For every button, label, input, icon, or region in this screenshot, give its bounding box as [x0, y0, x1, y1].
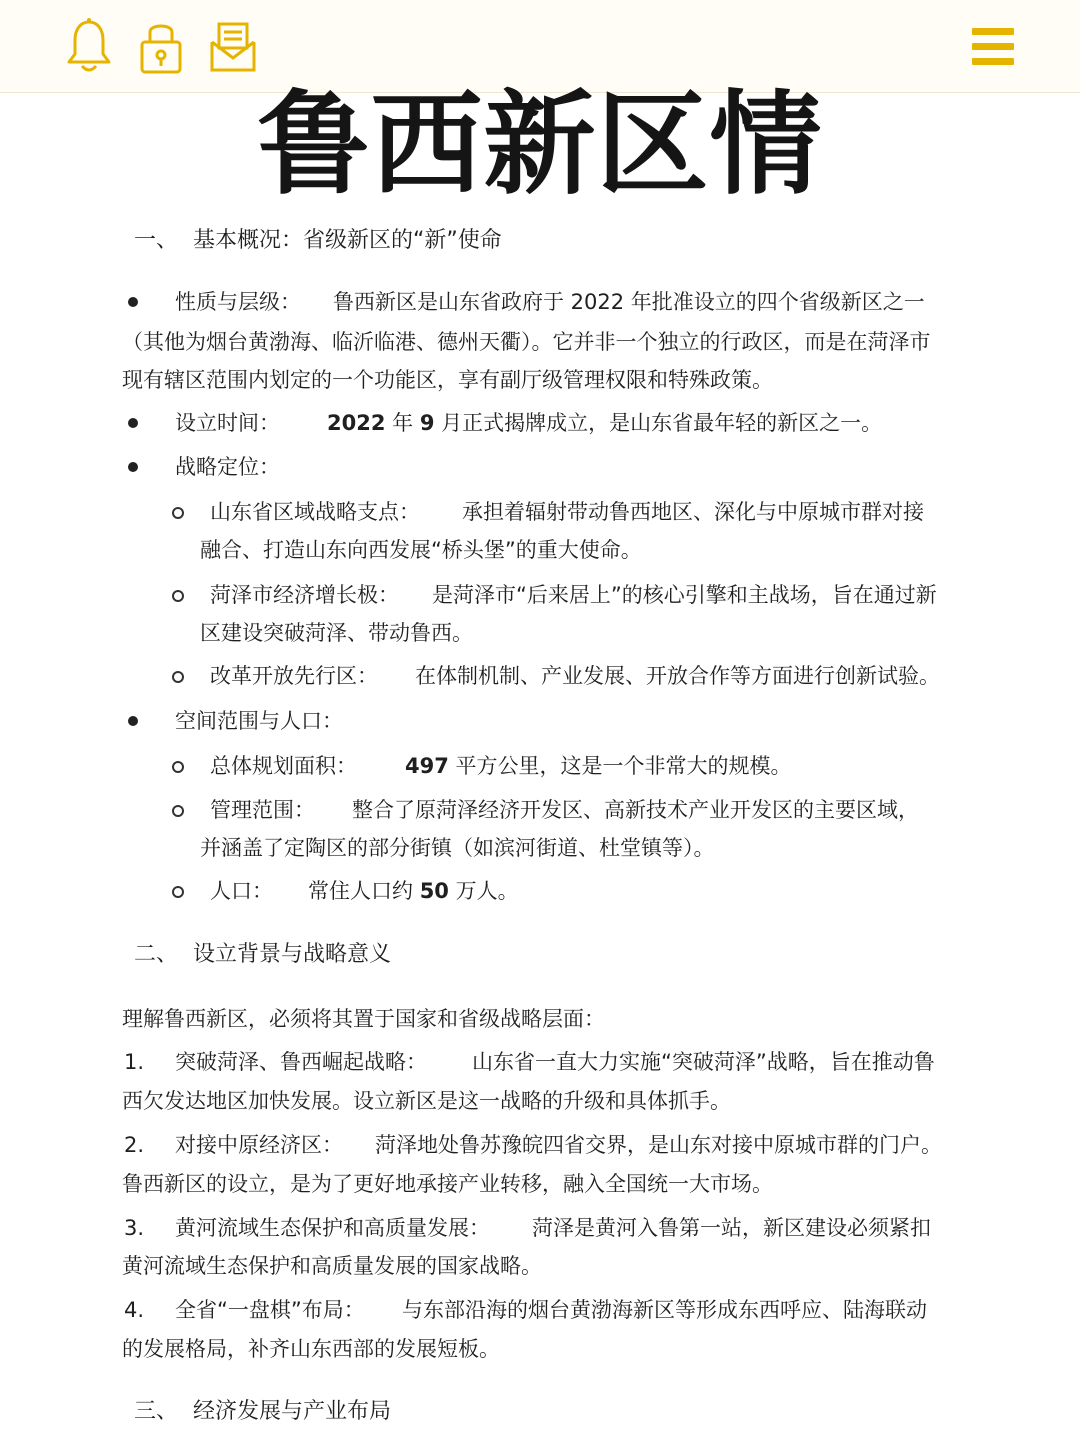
strategy-a-label: 山东省区域战略支点：: [210, 500, 420, 524]
section-1-number: 一、: [134, 228, 179, 253]
list-number: 2.: [124, 1133, 145, 1157]
section-3-heading: 经济发展与产业布局: [193, 1399, 392, 1424]
bullet-icon: [128, 297, 138, 307]
nature-text-3: 现有辖区范围内划定的一个功能区，享有副厅级管理权限和特殊政策。: [122, 368, 773, 392]
bullet-icon: [128, 462, 138, 472]
item-4-label: 全省“一盘棋”布局：: [175, 1298, 365, 1322]
strategy-b-text-2: 区建设突破菏泽、带动鲁西。: [200, 621, 473, 645]
nature-text-2: （其他为烟台黄渤海、临沂临港、德州天衢）。它并非一个独立的行政区，而是在菏泽市: [122, 330, 931, 354]
space-label: 空间范围与人口：: [175, 709, 343, 733]
nature-text-1: 鲁西新区是山东省政府于 2022 年批准设立的四个省级新区之一: [333, 290, 925, 314]
time-label: 设立时间：: [175, 411, 280, 435]
circle-bullet-icon: [172, 886, 184, 898]
section-3-number: 三、: [134, 1399, 179, 1424]
section-1-heading: 基本概况：省级新区的“新”使命: [193, 228, 502, 253]
strategy-a-text-2: 融合、打造山东向西发展“桥头堡”的重大使命。: [200, 538, 642, 562]
bullet-icon: [128, 418, 138, 428]
item-3-text-1: 菏泽是黄河入鲁第一站，新区建设必须紧扣: [532, 1216, 931, 1240]
item-1-text-1: 山东省一直大力实施“突破菏泽”战略，旨在推动鲁: [472, 1050, 935, 1074]
space-b-label: 管理范围：: [210, 798, 315, 822]
list-number: 3.: [124, 1216, 145, 1240]
time-text: 2022 年 9 月正式揭牌成立，是山东省最年轻的新区之一。: [327, 411, 883, 435]
space-b-text-2: 并涵盖了定陶区的部分街镇（如滨河街道、杜堂镇等）。: [200, 836, 715, 860]
item-4-text-2: 的发展格局，补齐山东西部的发展短板。: [122, 1337, 500, 1361]
strategy-a-text-1: 承担着辐射带动鲁西地区、深化与中原城市群对接: [462, 500, 924, 524]
circle-bullet-icon: [172, 507, 184, 519]
space-b-text-1: 整合了原菏泽经济开发区、高新技术产业开发区的主要区域，: [352, 798, 919, 822]
section-2-intro: 理解鲁西新区，必须将其置于国家和省级战略层面：: [122, 1007, 605, 1031]
circle-bullet-icon: [172, 671, 184, 683]
item-2-label: 对接中原经济区：: [175, 1133, 343, 1157]
strategy-c-label: 改革开放先行区：: [210, 664, 378, 688]
item-1-label: 突破菏泽、鲁西崛起战略：: [175, 1050, 427, 1074]
menu-icon[interactable]: [968, 26, 1018, 68]
item-3-label: 黄河流域生态保护和高质量发展：: [175, 1216, 490, 1240]
section-2-number: 二、: [134, 942, 179, 967]
strategy-b-label: 菏泽市经济增长极：: [210, 583, 399, 607]
strategy-label: 战略定位：: [175, 455, 280, 479]
bell-icon[interactable]: [64, 16, 114, 76]
nature-label: 性质与层级：: [175, 290, 301, 314]
item-1-text-2: 西欠发达地区加快发展。设立新区是这一战略的升级和具体抓手。: [122, 1089, 731, 1113]
space-c-label: 人口：: [210, 879, 273, 903]
item-3-text-2: 黄河流域生态保护和高质量发展的国家战略。: [122, 1254, 542, 1278]
circle-bullet-icon: [172, 590, 184, 602]
mail-icon[interactable]: [208, 16, 258, 76]
bullet-icon: [128, 716, 138, 726]
section-2-heading: 设立背景与战略意义: [193, 942, 392, 967]
space-a-text: 497 平方公里，这是一个非常大的规模。: [405, 754, 792, 778]
item-2-text-1: 菏泽地处鲁苏豫皖四省交界，是山东对接中原城市群的门户。: [375, 1133, 942, 1157]
lock-icon[interactable]: [136, 16, 186, 76]
circle-bullet-icon: [172, 805, 184, 817]
space-a-label: 总体规划面积：: [210, 754, 357, 778]
strategy-c-text: 在体制机制、产业发展、开放合作等方面进行创新试验。: [415, 664, 940, 688]
item-2-text-2: 鲁西新区的设立，是为了更好地承接产业转移，融入全国统一大市场。: [122, 1172, 773, 1196]
item-4-text-1: 与东部沿海的烟台黄渤海新区等形成东西呼应、陆海联动: [402, 1298, 927, 1322]
space-c-text: 常住人口约 50 万人。: [308, 879, 519, 903]
circle-bullet-icon: [172, 761, 184, 773]
list-number: 4.: [124, 1298, 145, 1322]
strategy-b-text-1: 是菏泽市“后来居上”的核心引擎和主战场，旨在通过新: [432, 583, 937, 607]
list-number: 1.: [124, 1050, 145, 1074]
page-title: 鲁西新区情: [257, 80, 823, 210]
